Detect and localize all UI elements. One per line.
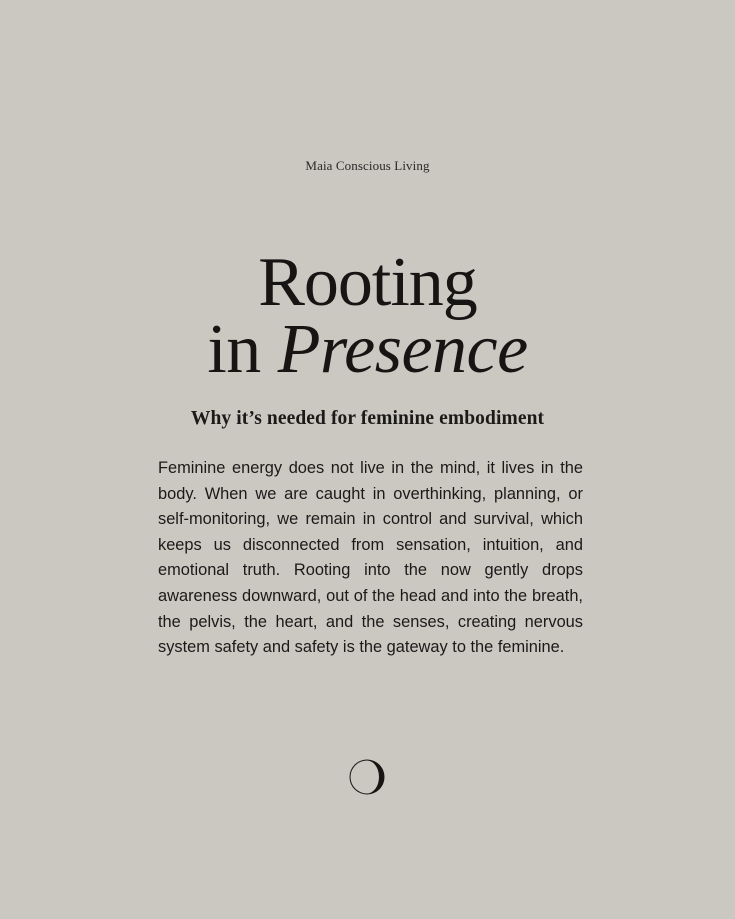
crescent-moon-icon xyxy=(348,758,386,796)
subtitle: Why it’s needed for feminine embodiment xyxy=(190,408,545,429)
title-line-2 xyxy=(0,310,735,390)
body-paragraph: Feminine energy does not live in the mind, it lives in the body. When we are caught in overthinking, planning, or self-monitoring, we remain in control and survival, which keeps us disconnected from sensation, intuition, and emotional truth. Rooting into the now gently drops awareness downward, out of the head and into the breath, the pelvis, the heart, and the senses, creating nervous system safety and safety is the gateway to the feminine. xyxy=(158,459,583,657)
title-line-2-italic: Presence xyxy=(277,311,528,388)
brand-name: Maia Conscious Living xyxy=(305,158,430,173)
title-line-1: Rooting xyxy=(258,244,477,321)
title-line-2-prefix: in xyxy=(207,311,278,388)
